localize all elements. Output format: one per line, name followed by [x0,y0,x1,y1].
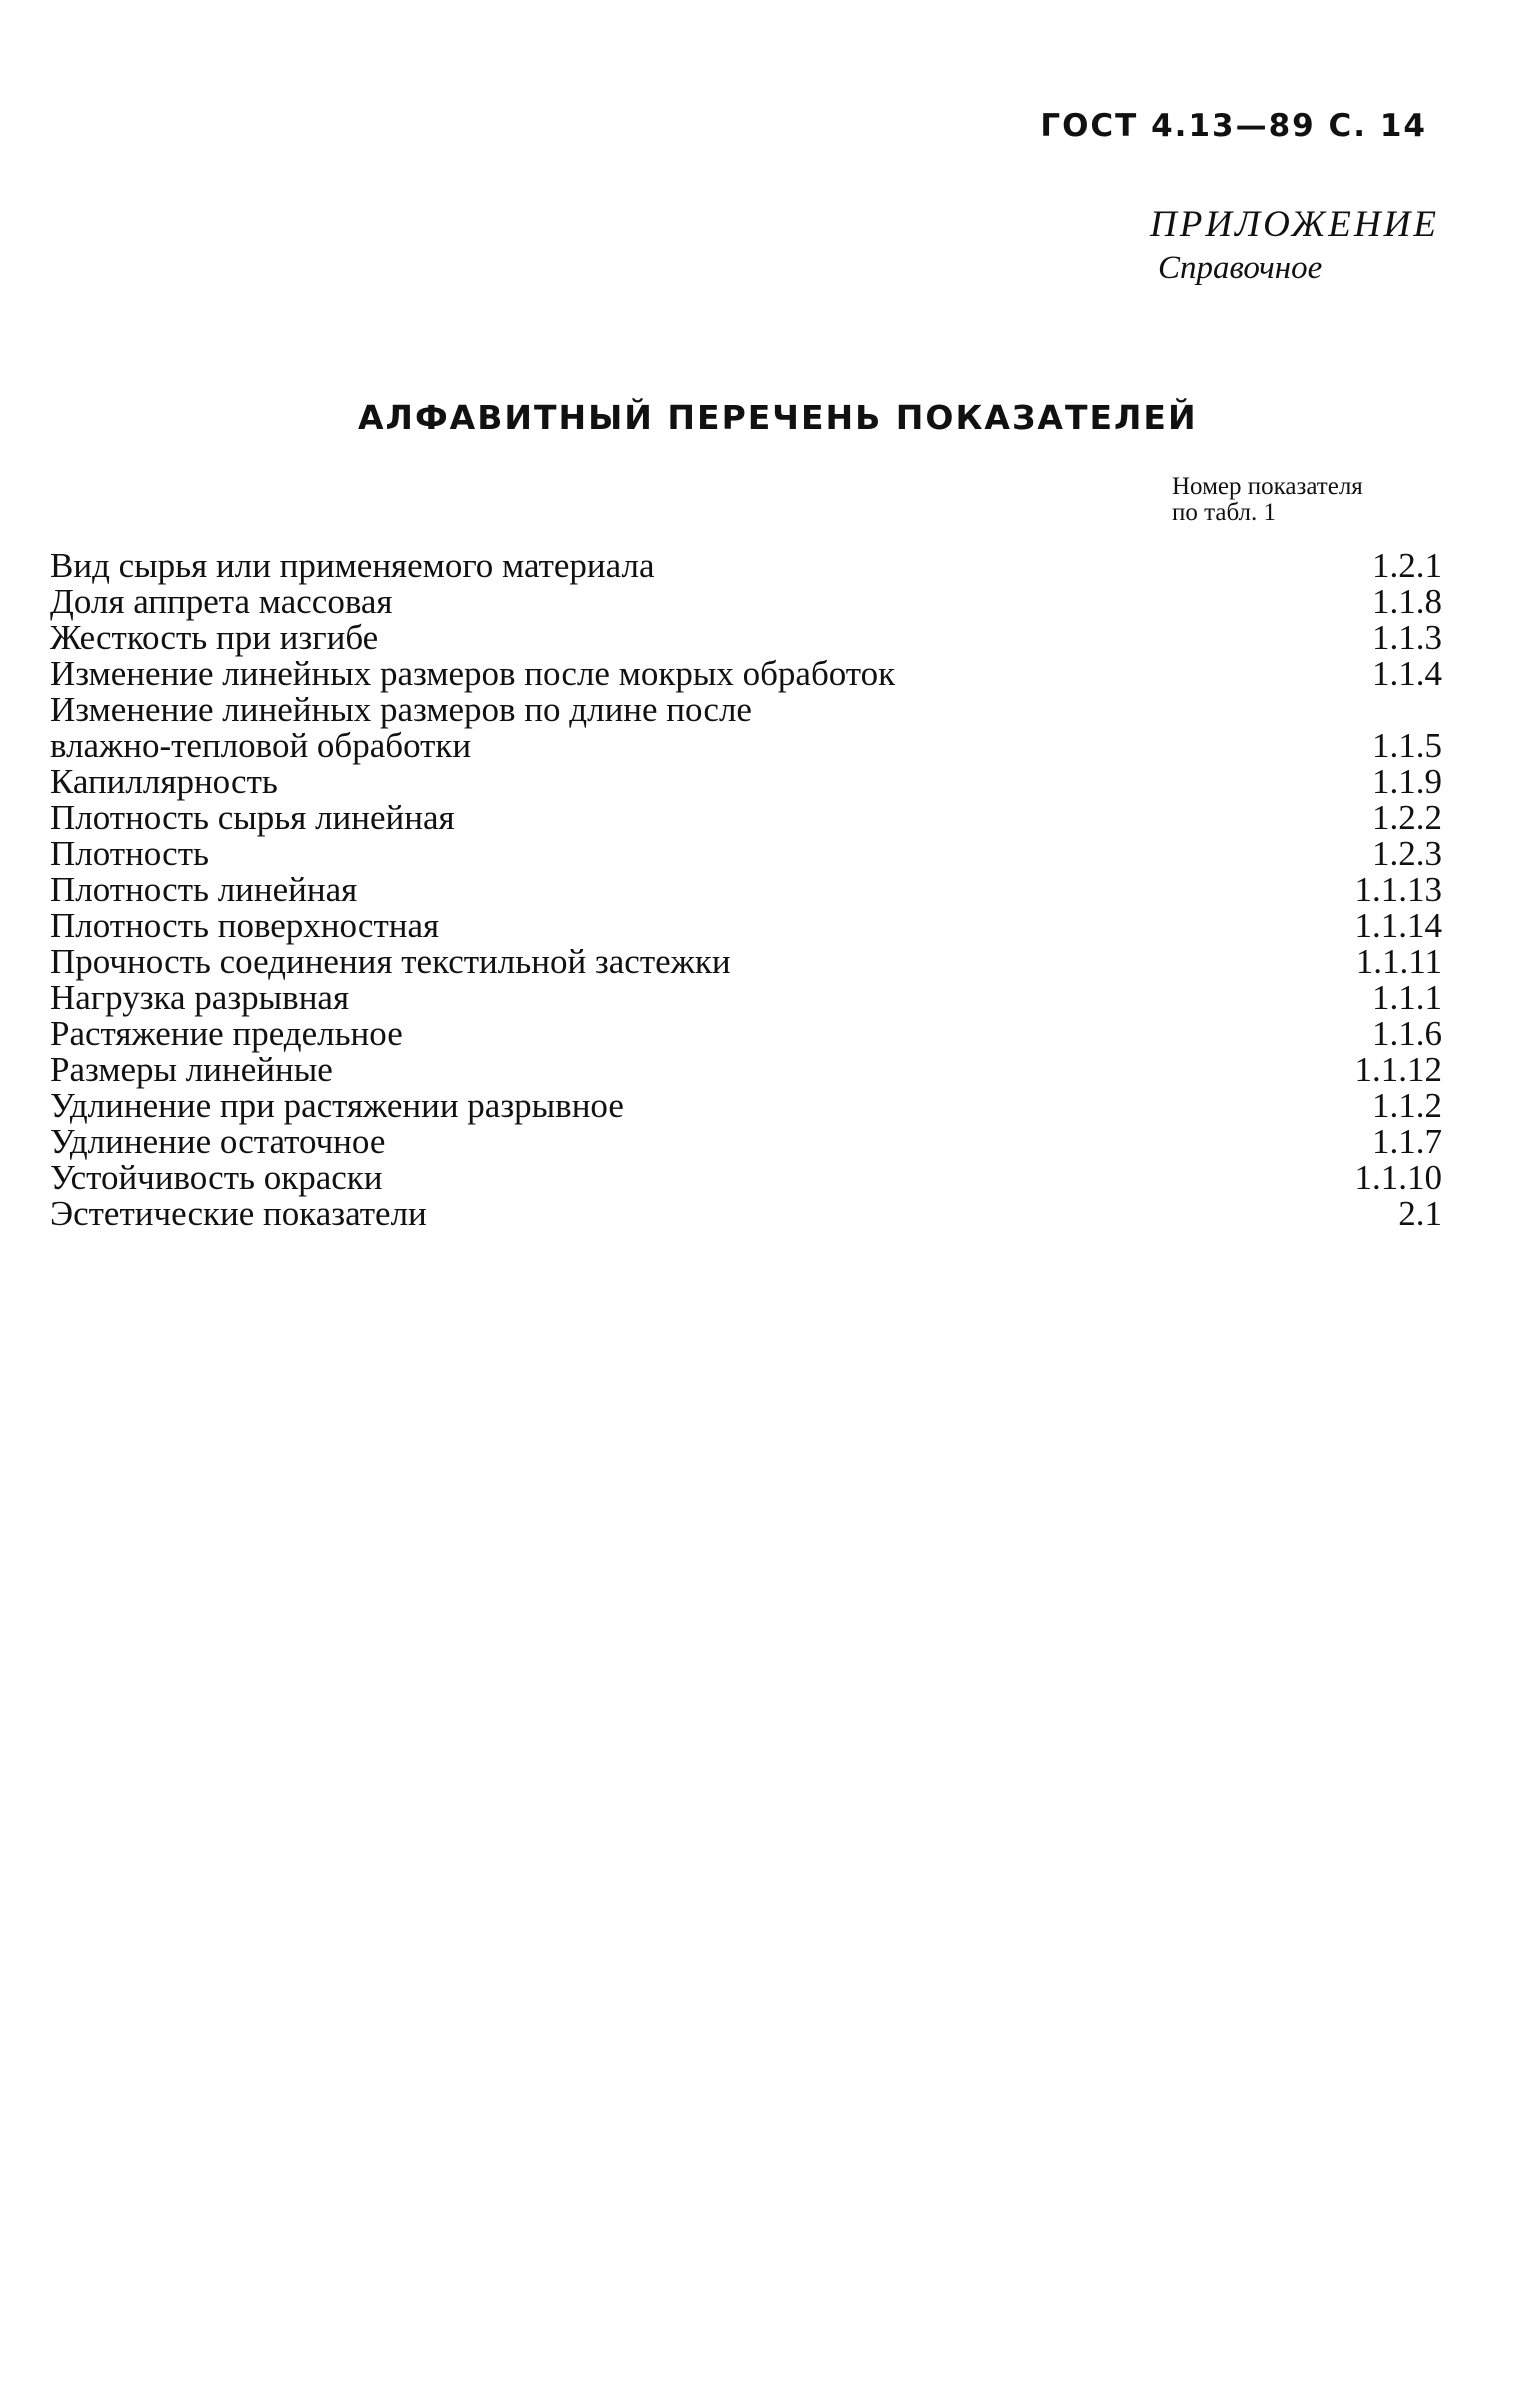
column-header-line1: Номер показателя [1172,473,1363,500]
indicator-number: 1.1.7 [1372,1122,1442,1161]
indicator-number: 1.1.1 [1372,978,1442,1017]
list-item [50,764,1442,800]
page-title: АЛФАВИТНЫЙ ПЕРЕЧЕНЬ ПОКАЗАТЕЛЕЙ [358,398,1198,437]
column-header [1172,474,1363,526]
indicator-list [50,548,1442,1232]
indicator-name: Плотность [50,834,209,873]
indicator-name: Удлинение при растяжении разрывное [50,1086,624,1125]
list-item [50,1196,1442,1232]
column-header-line2: по табл. 1 [1172,499,1277,526]
indicator-number: 1.1.12 [1354,1050,1442,1089]
list-item [50,620,1442,656]
indicator-number: 1.1.14 [1354,906,1442,945]
indicator-name: Изменение линейных размеров по длине после влажно-тепловой обработки [50,690,752,765]
indicator-name: Капиллярность [50,762,278,801]
indicator-number: 1.2.2 [1372,798,1442,837]
appendix-label: ПРИЛОЖЕНИЕ [1150,204,1439,245]
indicator-number: 1.1.3 [1372,618,1442,657]
indicator-number: 1.1.11 [1355,942,1442,981]
list-item [50,692,1442,764]
indicator-number: 1.2.1 [1372,546,1442,585]
indicator-name: Устойчивость окраски [50,1158,383,1197]
indicator-name: Плотность поверхностная [50,906,440,945]
indicator-number: 1.1.2 [1372,1086,1442,1125]
indicator-number: 1.1.13 [1354,870,1442,909]
appendix-type: Справочное [1158,250,1323,286]
indicator-name: Нагрузка разрывная [50,978,350,1017]
indicator-number: 1.1.6 [1372,1014,1442,1053]
indicator-name: Размеры линейные [50,1050,333,1089]
list-item [50,584,1442,620]
indicator-number: 1.1.4 [1372,654,1442,693]
list-item [50,872,1442,908]
list-item [50,800,1442,836]
indicator-name: Удлинение остаточное [50,1122,386,1161]
list-item [50,980,1442,1016]
list-item [50,1052,1442,1088]
indicator-number: 1.1.5 [1372,726,1442,765]
indicator-name: Плотность линейная [50,870,358,909]
indicator-name: Эстетические показатели [50,1194,427,1233]
list-item [50,656,1442,692]
indicator-name: Прочность соединения текстильной застежки [50,942,731,981]
indicator-number: 1.1.9 [1372,762,1442,801]
list-item [50,944,1442,980]
list-item [50,1160,1442,1196]
indicator-number: 1.2.3 [1372,834,1442,873]
list-item [50,836,1442,872]
list-item [50,548,1442,584]
indicator-number: 1.1.8 [1372,582,1442,621]
document-code: ГОСТ 4.13—89 С. 14 [1040,108,1427,144]
indicator-name: Доля аппрета массовая [50,582,393,621]
list-item [50,908,1442,944]
indicator-number: 1.1.10 [1354,1158,1442,1197]
list-item [50,1124,1442,1160]
indicator-name: Растяжение предельное [50,1014,403,1053]
indicator-name: Вид сырья или применяемого материала [50,546,655,585]
list-item [50,1016,1442,1052]
list-item [50,1088,1442,1124]
indicator-name: Жесткость при изгибе [50,618,379,657]
indicator-name: Плотность сырья линейная [50,798,455,837]
indicator-number: 2.1 [1398,1194,1442,1233]
indicator-name: Изменение линейных размеров после мокрых обработок [50,654,896,693]
